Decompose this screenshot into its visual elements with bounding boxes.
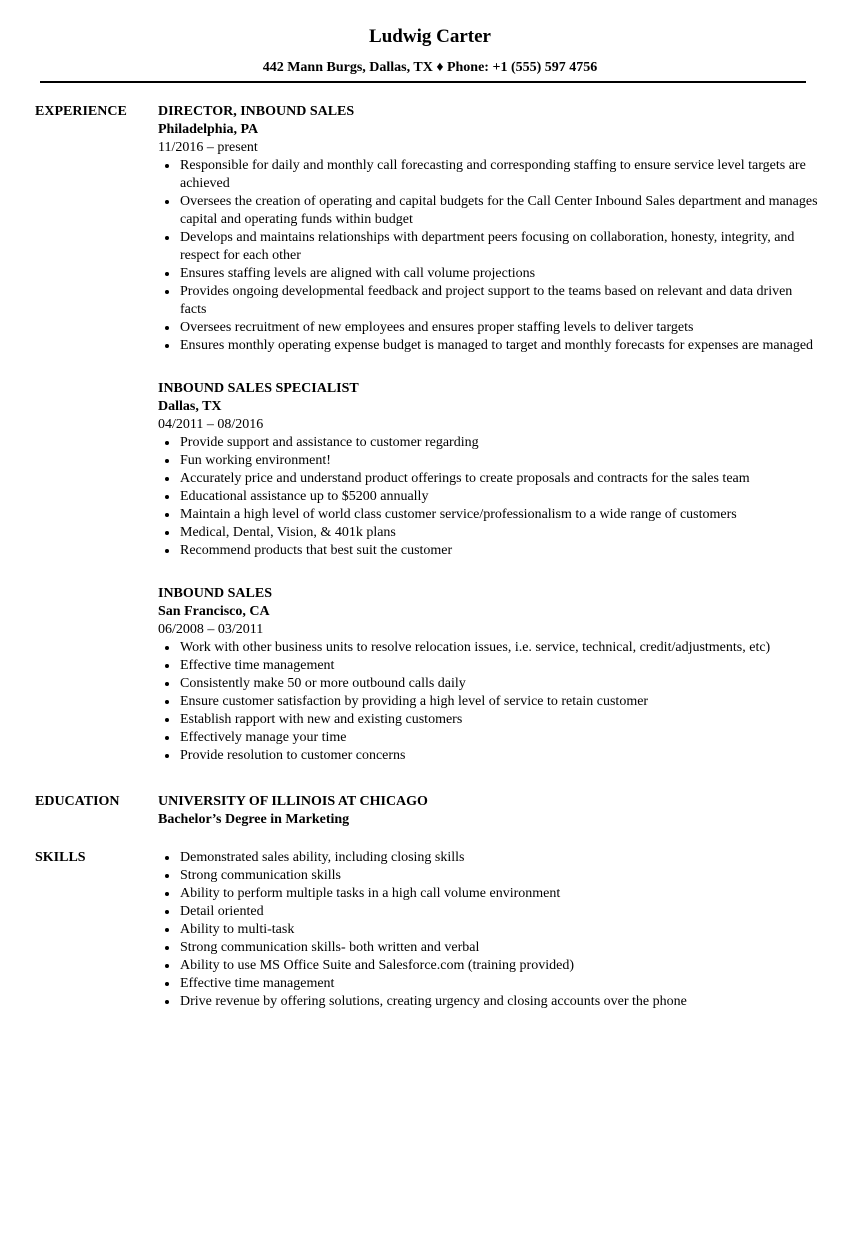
- job-bullet: Medical, Dental, Vision, & 401k plans: [180, 524, 818, 542]
- job-entry: [158, 103, 818, 355]
- job-dates: 11/2016 – present: [158, 140, 258, 155]
- job-bullet: Effective time management: [180, 657, 818, 675]
- skill-item: Demonstrated sales ability, including closing skills: [180, 849, 818, 867]
- skill-item: Strong communication skills: [180, 867, 818, 885]
- job-bullets: [158, 434, 818, 560]
- job-bullet: Ensure customer satisfaction by providing a high level of service to retain customer: [180, 693, 818, 711]
- job-bullet: Ensures staffing levels are aligned with call volume projections: [180, 265, 818, 283]
- job-bullet: Develops and maintains relationships with department peers focusing on collaboration, honesty, integrity, and respect for each other: [180, 229, 818, 265]
- job-bullet: Educational assistance up to $5200 annually: [180, 488, 818, 506]
- education-body: [158, 793, 818, 829]
- skills-section: [0, 849, 860, 1011]
- job-location: San Francisco, CA: [158, 604, 270, 619]
- experience-jobs: [158, 103, 818, 765]
- skill-item: Ability to perform multiple tasks in a high call volume environment: [180, 885, 818, 903]
- school-name: UNIVERSITY OF ILLINOIS AT CHICAGO: [158, 794, 428, 809]
- resume-header: [0, 0, 860, 77]
- degree: Bachelor’s Degree in Marketing: [158, 812, 350, 827]
- job-bullets: [158, 157, 818, 355]
- job-bullet: Ensures monthly operating expense budget is managed to target and monthly forecasts for expenses are managed: [180, 337, 818, 355]
- job-bullet: Accurately price and understand product offerings to create proposals and contracts for the sales team: [180, 470, 818, 488]
- job-title: INBOUND SALES: [158, 586, 272, 601]
- candidate-name: Ludwig Carter: [369, 26, 491, 47]
- job-bullet: Recommend products that best suit the customer: [180, 542, 818, 560]
- skill-item: Strong communication skills- both written and verbal: [180, 939, 818, 957]
- education-section: [0, 793, 860, 829]
- job-bullet: Establish rapport with new and existing customers: [180, 711, 818, 729]
- job-bullet: Provides ongoing developmental feedback and project support to the teams based on relevant and data driven facts: [180, 283, 818, 319]
- section-title-education: EDUCATION: [35, 794, 120, 809]
- job-bullet: Work with other business units to resolve relocation issues, i.e. service, technical, credit/adjustments, etc): [180, 639, 818, 657]
- job-bullets: [158, 639, 818, 765]
- section-title-experience: EXPERIENCE: [35, 104, 127, 119]
- skill-item: Effective time management: [180, 975, 818, 993]
- job-dates: 06/2008 – 03/2011: [158, 622, 264, 637]
- section-title-skills: SKILLS: [35, 850, 86, 865]
- job-bullet: Responsible for daily and monthly call forecasting and corresponding staffing to ensure service level targets are achieved: [180, 157, 818, 193]
- skills-body: [158, 849, 818, 1011]
- job-entry: [158, 380, 818, 560]
- job-bullet: Oversees recruitment of new employees and ensures proper staffing levels to deliver targets: [180, 319, 818, 337]
- skill-item: Ability to multi-task: [180, 921, 818, 939]
- skill-item: Drive revenue by offering solutions, creating urgency and closing accounts over the phone: [180, 993, 818, 1011]
- job-location: Philadelphia, PA: [158, 122, 259, 137]
- job-title: INBOUND SALES SPECIALIST: [158, 381, 359, 396]
- job-title: DIRECTOR, INBOUND SALES: [158, 104, 355, 119]
- job-bullet: Effectively manage your time: [180, 729, 818, 747]
- job-bullet: Provide support and assistance to customer regarding: [180, 434, 818, 452]
- job-dates: 04/2011 – 08/2016: [158, 417, 264, 432]
- job-bullet: Maintain a high level of world class customer service/professionalism to a wide range of customers: [180, 506, 818, 524]
- header-divider: [40, 81, 806, 83]
- skill-item: Ability to use MS Office Suite and Salesforce.com (training provided): [180, 957, 818, 975]
- skills-list: [158, 849, 818, 1011]
- job-location: Dallas, TX: [158, 399, 222, 414]
- skill-item: Detail oriented: [180, 903, 818, 921]
- job-bullet: Consistently make 50 or more outbound calls daily: [180, 675, 818, 693]
- contact-line: 442 Mann Burgs, Dallas, TX ♦ Phone: +1 (555) 597 4756: [262, 60, 598, 75]
- job-bullet: Oversees the creation of operating and capital budgets for the Call Center Inbound Sales department and manages capital and operating funds within budget: [180, 194, 818, 227]
- experience-section: [0, 103, 860, 765]
- job-bullet: Fun working environment!: [180, 452, 818, 470]
- job-bullet: Provide resolution to customer concerns: [180, 747, 818, 765]
- job-entry: [158, 585, 818, 765]
